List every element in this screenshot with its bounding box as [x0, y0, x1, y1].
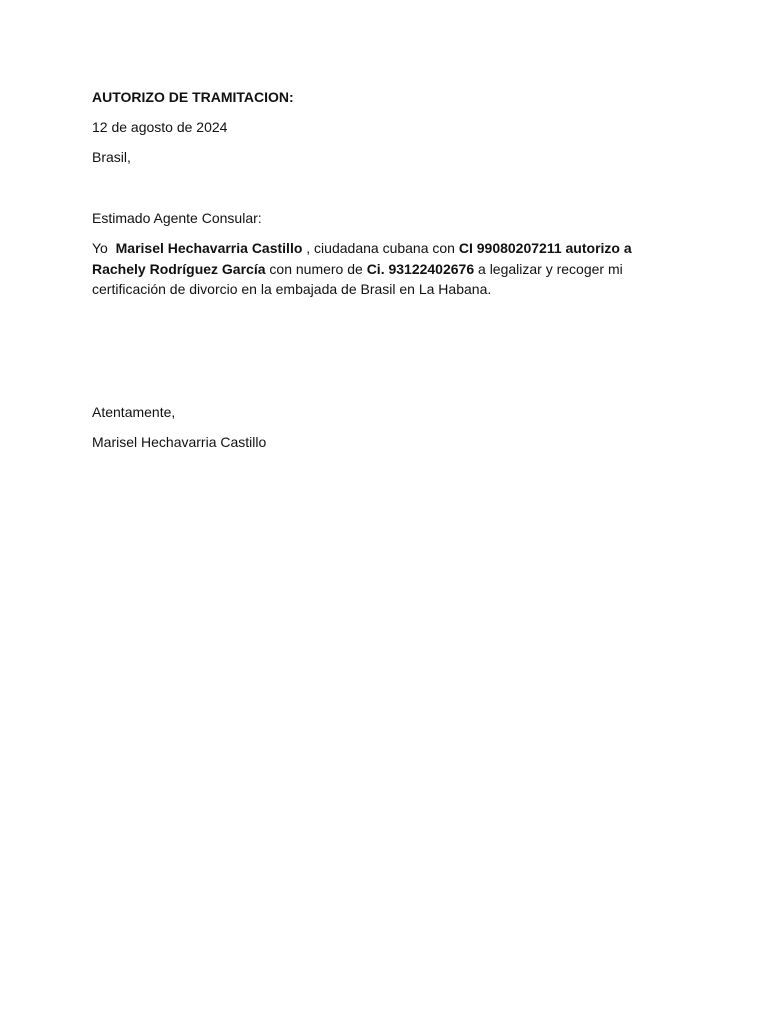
body-text-3: a legalizar y recoger mi certificación de divorcio en la embajada de Brasil en La Habana.: [92, 260, 623, 297]
signature-name: Marisel Hechavarria Castillo: [92, 433, 267, 450]
letter-body: [92, 238, 682, 300]
body-ci: CI 99080207211 autorizo a: [458, 240, 632, 256]
body-text-2: con numero de: [265, 260, 367, 277]
letter-place: Brasil,: [92, 149, 131, 165]
body-text-1: , ciudadana cubana con: [302, 240, 459, 256]
body-name: Marisel Hechavarria Castillo: [115, 240, 303, 256]
body-ci-2: Ci. 93122402676: [366, 260, 475, 277]
letter-content: [92, 87, 682, 452]
letter-title: AUTORIZO DE TRAMITACION:: [92, 89, 294, 105]
body-authorized-name: Rachely Rodríguez García: [92, 260, 266, 277]
letter-closing: Atentamente,: [92, 403, 176, 420]
letter-date: 12 de agosto de 2024: [92, 119, 228, 135]
body-yo: Yo: [92, 240, 108, 256]
letter-salutation: Estimado Agente Consular:: [92, 210, 262, 226]
